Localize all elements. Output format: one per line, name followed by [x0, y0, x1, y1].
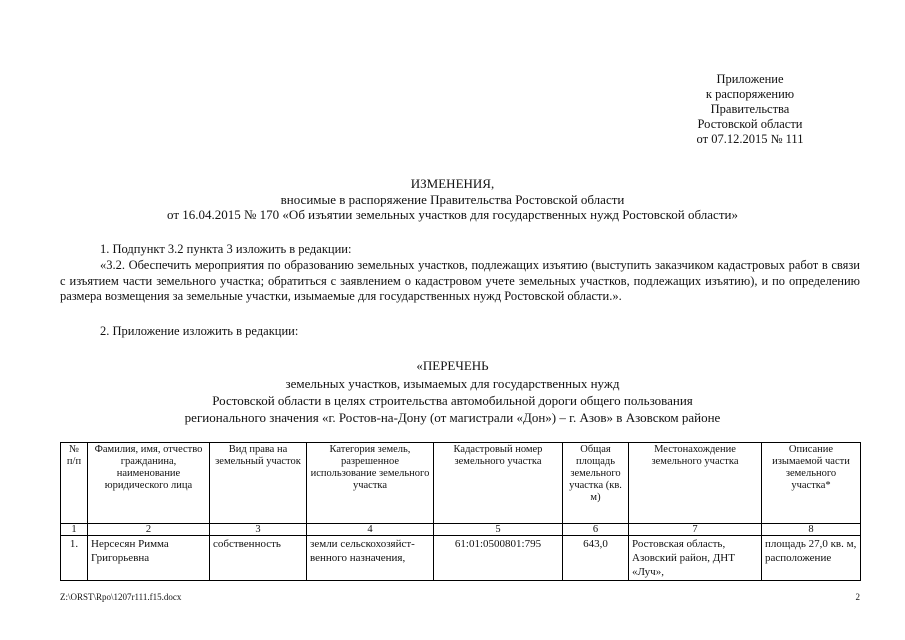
appendix-line: Приложение: [716, 72, 784, 86]
header-cell: Вид права на земельный участок: [210, 443, 307, 524]
appendix-line: Ростовской области: [697, 117, 803, 131]
header-cell: Описание изымаемой части земельного участка*: [762, 443, 861, 524]
header-cell: Кадастровый номер земельного участка: [434, 443, 563, 524]
column-number: 5: [434, 524, 563, 536]
table-row: [61, 536, 861, 581]
column-number: 1: [61, 524, 88, 536]
list-subtitle-3: регионального значения «г. Ростов-на-Дону (от магистрали «Дон») – г. Азов» в Азовском районе: [184, 410, 721, 425]
cell-description: площадь 27,0 кв. м, расположение: [762, 536, 861, 581]
cell-owner: Нерсесян Римма Григорьевна: [88, 536, 210, 581]
column-number: 3: [210, 524, 307, 536]
column-number: 7: [629, 524, 762, 536]
header-cell: № п/п: [61, 443, 88, 524]
header-cell: Фамилия, имя, отчество гражданина, наименование юридического лица: [88, 443, 210, 524]
column-number: 2: [88, 524, 210, 536]
changes-title: ИЗМЕНЕНИЯ,: [410, 176, 495, 191]
list-title: «ПЕРЕЧЕНЬ: [416, 358, 489, 373]
column-number: 6: [563, 524, 629, 536]
appendix-line: к распоряжению: [705, 87, 795, 101]
paragraph-2: «3.2. Обеспечить мероприятия по образованию земельных участков, подлежащих изъятию (выступить заказчиком кадастровых работ в связи с изъятием части земельного участка; обратиться с заявлением о кадастровом учете земельных участков, подлежащих изъятию), и по определению размера возмещения за земельные участки, изымаемые для государственных нужд Ростовской области.».: [60, 258, 860, 303]
column-number: 4: [307, 524, 434, 536]
changes-subtitle-2: от 16.04.2015 № 170 «Об изъятии земельных участков для государственных нужд Ростовской области»: [167, 207, 738, 222]
list-subtitle-2: Ростовской области в целях строительства автомобильной дороги общего пользования: [212, 393, 693, 408]
cell-index: 1.: [61, 536, 88, 581]
cell-cadastral-number: 61:01:0500801:795: [434, 536, 563, 581]
header-cell: Общая площадь земельного участка (кв. м): [563, 443, 629, 524]
table-header-row: [61, 443, 861, 524]
column-number: 8: [762, 524, 861, 536]
appendix-block: [640, 72, 860, 147]
footer-file-path: Z:\ORST\Rpo\1207r111.f15.docx: [60, 592, 182, 602]
cell-land-category: земли сельскохозяйст-венного назначения,: [307, 536, 434, 581]
header-cell: Местонахождение земельного участка: [629, 443, 762, 524]
changes-subtitle-1: вносимые в распоряжение Правительства Ростовской области: [280, 192, 625, 207]
land-plots-table: [60, 442, 861, 581]
header-cell: Категория земель, разрешенное использование земельного участка: [307, 443, 434, 524]
table-column-numbers-row: [61, 524, 861, 536]
cell-right-type: собственность: [210, 536, 307, 581]
appendix-line: от 07.12.2015 № 111: [696, 132, 804, 146]
cell-location: Ростовская область, Азовский район, ДНТ «Луч»,: [629, 536, 762, 581]
cell-area: 643,0: [563, 536, 629, 581]
appendix-line: Правительства: [710, 102, 790, 116]
list-subtitle-1: земельных участков, изымаемых для государственных нужд: [285, 376, 620, 391]
paragraph-3: 2. Приложение изложить в редакции:: [100, 324, 299, 338]
paragraph-1: 1. Подпункт 3.2 пункта 3 изложить в редакции:: [100, 242, 352, 256]
page-number: 2: [855, 592, 860, 602]
